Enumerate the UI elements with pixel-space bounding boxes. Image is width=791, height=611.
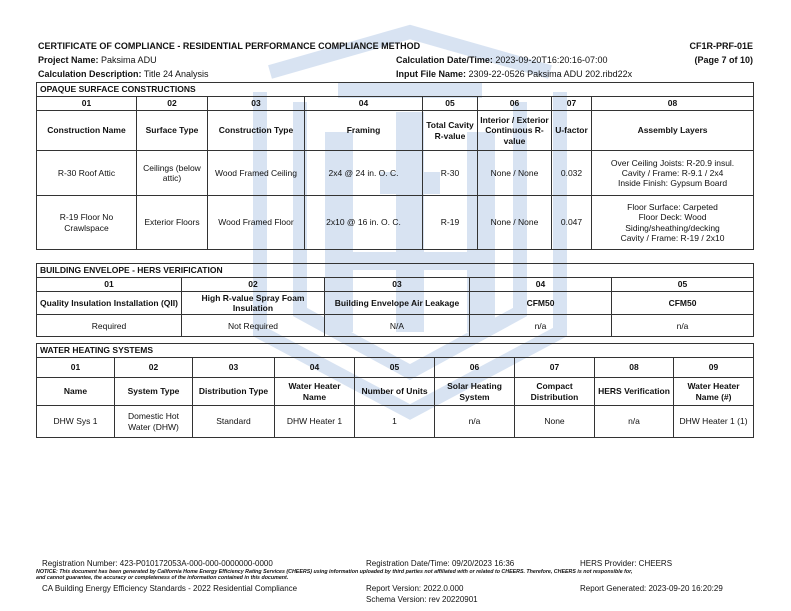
col-num: 01 <box>37 97 137 111</box>
column-header: Framing <box>305 111 423 151</box>
col-num: 05 <box>423 97 478 111</box>
calculation-date: Calculation Date/Time: 2023-09-20T16:20:16-07:00 <box>396 55 608 65</box>
assembly-layers-cell <box>592 151 754 196</box>
cell: R-19 Floor No Crawlspace <box>37 196 137 250</box>
col-num: 04 <box>275 358 355 378</box>
col-num: 02 <box>137 97 208 111</box>
registration-number: Registration Number: 423-P010172053A-000-000-0000000-0000 <box>42 559 273 568</box>
layer-line: Floor Deck: Wood <box>638 212 707 223</box>
report-version: Report Version: 2022.0.000 <box>366 584 464 593</box>
col-num: 07 <box>515 358 595 378</box>
cell: R-30 Roof Attic <box>37 151 137 196</box>
table-row <box>37 151 754 196</box>
column-header: High R-value Spray Foam Insulation <box>182 292 325 315</box>
envelope-hers-table <box>36 263 754 337</box>
cell: Ceilings (below attic) <box>137 151 208 196</box>
standards-line: CA Building Energy Efficiency Standards - 2022 Residential Compliance <box>42 584 298 593</box>
col-num: 01 <box>37 278 182 292</box>
column-header: U-factor <box>552 111 592 151</box>
col-num: 02 <box>182 278 325 292</box>
table-row <box>37 315 754 337</box>
cell: None / None <box>478 196 552 250</box>
notice-line: NOTICE: This document has been generated by California Home Energy Efficiency Rating Services (CHEERS) using information uploaded by third parties not affiliated with or related to CHEERS. Therefore, CHEERS is not responsible for, <box>36 569 633 575</box>
cell: Domestic Hot Water (DHW) <box>115 406 193 438</box>
section-title: OPAQUE SURFACE CONSTRUCTIONS <box>37 83 754 97</box>
column-header: Quality Insulation Installation (QII) <box>37 292 182 315</box>
cell: Wood Framed Floor <box>208 196 305 250</box>
header-row <box>37 111 754 151</box>
col-num: 01 <box>37 358 115 378</box>
registration-date: Registration Date/Time: 09/20/2023 16:36 <box>366 559 515 568</box>
cell: Wood Framed Ceiling <box>208 151 305 196</box>
column-header: Name <box>37 378 115 406</box>
layer-line: Siding/sheathing/decking <box>625 222 720 233</box>
cell: None / None <box>478 151 552 196</box>
col-num: 09 <box>674 358 754 378</box>
column-header: CFM50 <box>470 292 612 315</box>
cell: Exterior Floors <box>137 196 208 250</box>
table-row <box>37 406 754 438</box>
cell: N/A <box>325 315 470 337</box>
column-header: Assembly Layers <box>592 111 754 151</box>
cell: Standard <box>193 406 275 438</box>
cell: Required <box>37 315 182 337</box>
cell: n/a <box>435 406 515 438</box>
col-num: 05 <box>612 278 754 292</box>
cell: DHW Sys 1 <box>37 406 115 438</box>
column-header: Solar Heating System <box>435 378 515 406</box>
cell: 2x10 @ 16 in. O. C. <box>305 196 423 250</box>
section-title: BUILDING ENVELOPE - HERS VERIFICATION <box>37 264 754 278</box>
column-header: Construction Type <box>208 111 305 151</box>
col-num: 02 <box>115 358 193 378</box>
schema-version: Schema Version: rev 20220901 <box>366 595 478 604</box>
cell: n/a <box>470 315 612 337</box>
col-num: 04 <box>470 278 612 292</box>
col-num: 08 <box>595 358 674 378</box>
cell: 0.047 <box>552 196 592 250</box>
header-row <box>37 292 754 315</box>
form-id: CF1R-PRF-01E <box>689 41 753 51</box>
assembly-layers-cell <box>592 196 754 250</box>
col-num: 04 <box>305 97 423 111</box>
cell: R-30 <box>423 151 478 196</box>
column-header: Building Envelope Air Leakage <box>325 292 470 315</box>
cell: 1 <box>355 406 435 438</box>
column-header: Total Cavity R-value <box>423 111 478 151</box>
project-name: Project Name: Paksima ADU <box>38 55 157 65</box>
cell: DHW Heater 1 <box>275 406 355 438</box>
cell: n/a <box>595 406 674 438</box>
column-number-row <box>37 278 754 292</box>
cell: 2x4 @ 24 in. O. C. <box>305 151 423 196</box>
input-file-name: Input File Name: 2309-22-0526 Paksima ADU 202.ribd22x <box>396 69 633 79</box>
column-header: HERS Verification <box>595 378 674 406</box>
column-header: Number of Units <box>355 378 435 406</box>
col-num: 06 <box>435 358 515 378</box>
column-header: Interior / Exterior Continuous R-value <box>478 111 552 151</box>
cell: 0.032 <box>552 151 592 196</box>
document-title: CERTIFICATE OF COMPLIANCE - RESIDENTIAL PERFORMANCE COMPLIANCE METHOD <box>38 41 421 51</box>
col-num: 08 <box>592 97 754 111</box>
col-num: 03 <box>193 358 275 378</box>
column-header: Compact Distribution <box>515 378 595 406</box>
cell: None <box>515 406 595 438</box>
cell: n/a <box>612 315 754 337</box>
column-header: CFM50 <box>612 292 754 315</box>
notice-line: and cannot guarantee, the accuracy or completeness of the information contained in this document. <box>36 575 289 581</box>
column-header: Water Heater Name (#) <box>674 378 754 406</box>
layer-line: Cavity / Frame: R-9.1 / 2x4 <box>621 167 724 178</box>
layer-line: Floor Surface: Carpeted <box>627 202 718 213</box>
col-num: 03 <box>208 97 305 111</box>
cell: DHW Heater 1 (1) <box>674 406 754 438</box>
opaque-surface-table <box>36 82 754 250</box>
water-heating-table <box>36 343 754 438</box>
layer-line: Cavity / Frame: R-19 / 2x10 <box>620 232 725 243</box>
header-row <box>37 378 754 406</box>
col-num: 06 <box>478 97 552 111</box>
hers-provider: HERS Provider: CHEERS <box>580 559 673 568</box>
table-row <box>37 196 754 250</box>
col-num: 07 <box>552 97 592 111</box>
column-number-row <box>37 97 754 111</box>
report-generated: Report Generated: 2023-09-20 16:20:29 <box>580 584 723 593</box>
cell: Not Required <box>182 315 325 337</box>
layer-line: Inside Finish: Gypsum Board <box>617 178 728 189</box>
layer-line: Over Ceiling Joists: R-20.9 insul. <box>610 157 735 168</box>
col-num: 03 <box>325 278 470 292</box>
column-header: System Type <box>115 378 193 406</box>
column-header: Surface Type <box>137 111 208 151</box>
section-title: WATER HEATING SYSTEMS <box>37 344 754 358</box>
col-num: 05 <box>355 358 435 378</box>
cell: R-19 <box>423 196 478 250</box>
column-number-row <box>37 358 754 378</box>
page-number: (Page 7 of 10) <box>694 55 753 65</box>
column-header: Water Heater Name <box>275 378 355 406</box>
calculation-description: Calculation Description: Title 24 Analysis <box>38 69 209 79</box>
column-header: Construction Name <box>37 111 137 151</box>
column-header: Distribution Type <box>193 378 275 406</box>
